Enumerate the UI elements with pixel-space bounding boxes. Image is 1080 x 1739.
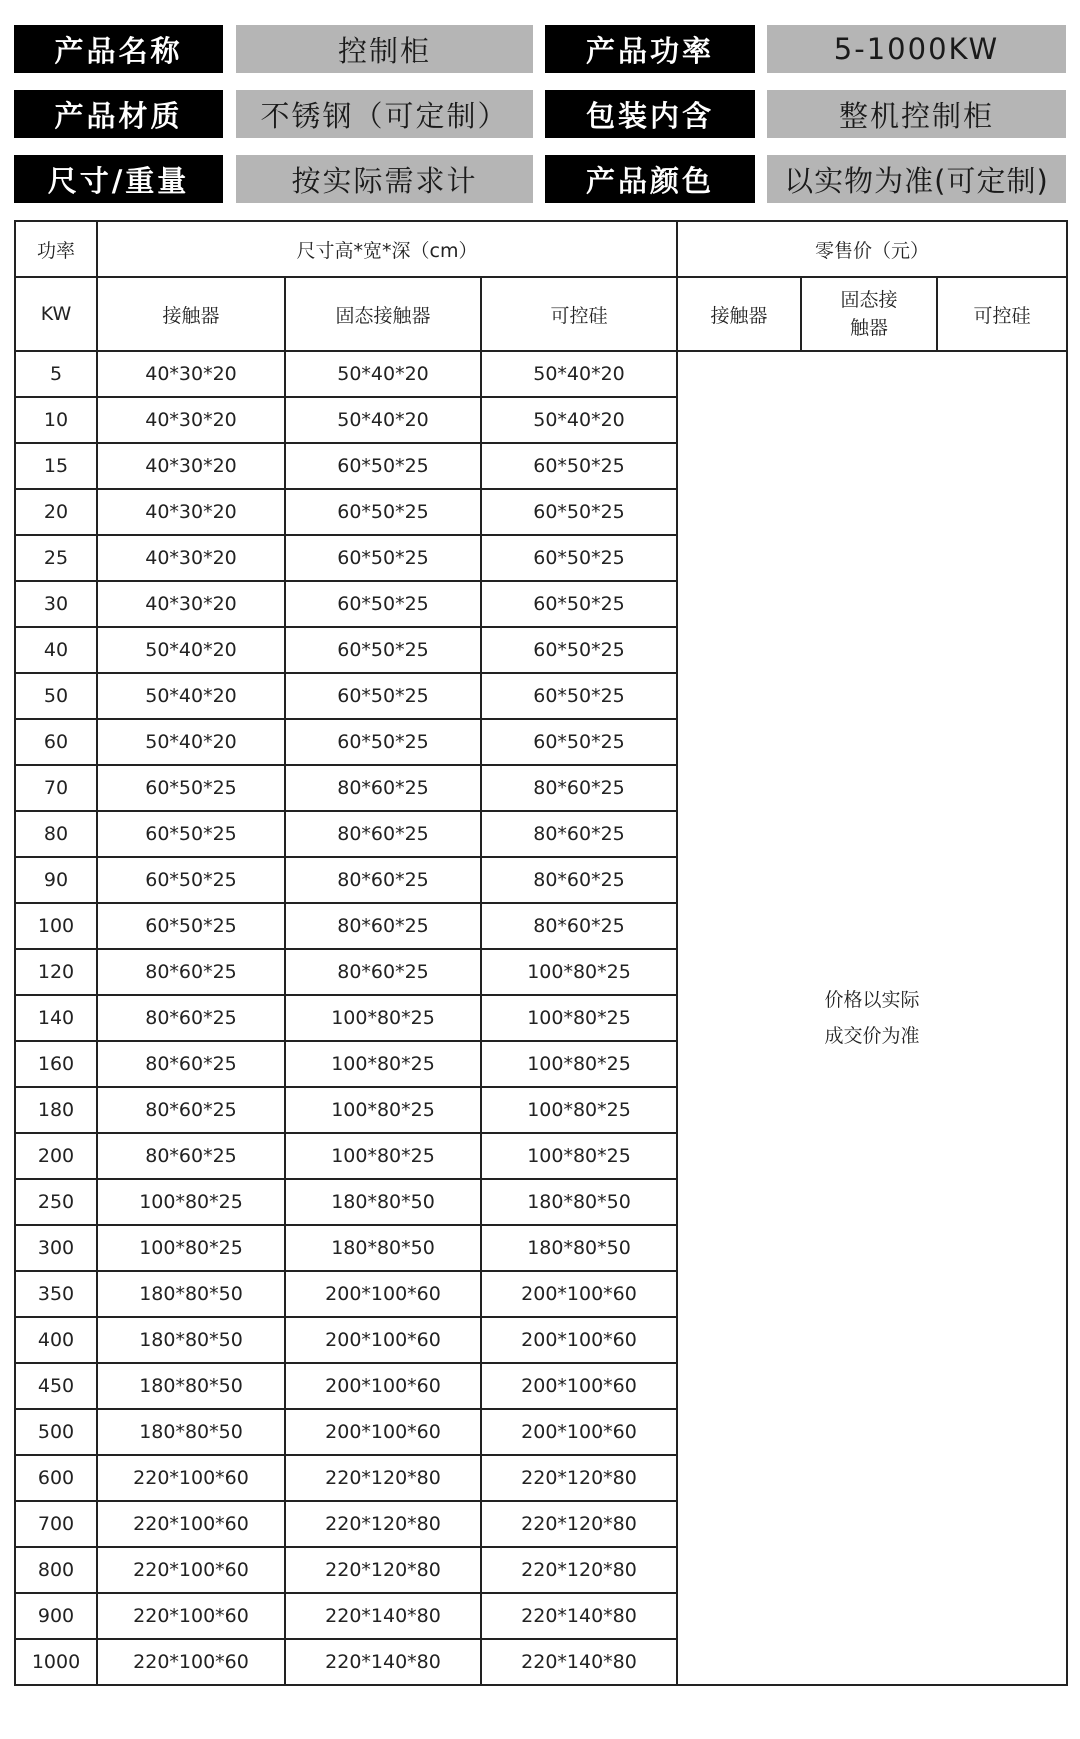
size-cell: 200*100*60 — [285, 1317, 481, 1363]
price-col-header: 固态接 触器 — [801, 277, 937, 351]
size-cell: 100*80*25 — [481, 995, 677, 1041]
power-cell: 600 — [15, 1455, 97, 1501]
size-cell: 60*50*25 — [481, 581, 677, 627]
size-cell: 50*40*20 — [285, 397, 481, 443]
size-cell: 60*50*25 — [481, 489, 677, 535]
size-cell: 180*80*50 — [285, 1179, 481, 1225]
spec-value: 以实物为准(可定制) — [767, 155, 1066, 203]
power-header: 功率 — [15, 221, 97, 277]
size-col-header: 固态接触器 — [285, 277, 481, 351]
size-cell: 80*60*25 — [481, 765, 677, 811]
size-cell: 60*50*25 — [285, 581, 481, 627]
size-col-header: 接触器 — [97, 277, 285, 351]
size-cell: 80*60*25 — [97, 1041, 285, 1087]
size-cell: 220*140*80 — [481, 1639, 677, 1685]
size-cell: 200*100*60 — [481, 1271, 677, 1317]
size-cell: 80*60*25 — [481, 811, 677, 857]
power-cell: 10 — [15, 397, 97, 443]
size-cell: 220*120*80 — [481, 1455, 677, 1501]
size-cell: 40*30*20 — [97, 489, 285, 535]
size-cell: 50*40*20 — [481, 397, 677, 443]
power-cell: 40 — [15, 627, 97, 673]
spec-key: 产品名称 — [14, 25, 223, 73]
size-cell: 60*50*25 — [97, 811, 285, 857]
size-header: 尺寸高*宽*深（cm） — [97, 221, 677, 277]
size-cell: 100*80*25 — [481, 1041, 677, 1087]
size-cell: 220*140*80 — [285, 1639, 481, 1685]
size-cell: 220*140*80 — [481, 1593, 677, 1639]
size-cell: 80*60*25 — [481, 903, 677, 949]
size-price-table — [14, 220, 1068, 1686]
power-cell: 120 — [15, 949, 97, 995]
power-cell: 50 — [15, 673, 97, 719]
spec-key: 包装内含 — [545, 90, 755, 138]
size-cell: 60*50*25 — [481, 719, 677, 765]
size-cell: 220*100*60 — [97, 1501, 285, 1547]
power-cell: 5 — [15, 351, 97, 397]
price-col-header: 接触器 — [677, 277, 801, 351]
size-cell: 180*80*50 — [97, 1363, 285, 1409]
spec-row — [14, 155, 1066, 203]
power-cell: 20 — [15, 489, 97, 535]
size-cell: 60*50*25 — [285, 443, 481, 489]
size-cell: 60*50*25 — [481, 673, 677, 719]
size-cell: 60*50*25 — [97, 765, 285, 811]
power-cell: 500 — [15, 1409, 97, 1455]
power-cell: 180 — [15, 1087, 97, 1133]
size-cell: 60*50*25 — [285, 489, 481, 535]
size-cell: 100*80*25 — [285, 1133, 481, 1179]
size-cell: 200*100*60 — [481, 1409, 677, 1455]
size-cell: 100*80*25 — [285, 1041, 481, 1087]
price-col-header: 可控硅 — [937, 277, 1067, 351]
size-cell: 80*60*25 — [97, 995, 285, 1041]
size-cell: 60*50*25 — [285, 673, 481, 719]
size-cell: 80*60*25 — [481, 857, 677, 903]
size-cell: 100*80*25 — [97, 1225, 285, 1271]
size-cell: 80*60*25 — [285, 949, 481, 995]
size-cell: 220*120*80 — [285, 1547, 481, 1593]
size-cell: 60*50*25 — [285, 719, 481, 765]
power-cell: 350 — [15, 1271, 97, 1317]
power-cell: 250 — [15, 1179, 97, 1225]
spec-key: 产品功率 — [545, 25, 755, 73]
size-cell: 220*100*60 — [97, 1547, 285, 1593]
spec-row — [14, 90, 1066, 138]
size-cell: 60*50*25 — [481, 443, 677, 489]
power-cell: 140 — [15, 995, 97, 1041]
size-cell: 50*40*20 — [285, 351, 481, 397]
size-cell: 180*80*50 — [97, 1317, 285, 1363]
size-cell: 50*40*20 — [481, 351, 677, 397]
size-cell: 80*60*25 — [97, 1133, 285, 1179]
power-cell: 160 — [15, 1041, 97, 1087]
power-cell: 400 — [15, 1317, 97, 1363]
size-cell: 200*100*60 — [285, 1271, 481, 1317]
size-cell: 220*120*80 — [481, 1547, 677, 1593]
size-cell: 50*40*20 — [97, 627, 285, 673]
size-cell: 40*30*20 — [97, 351, 285, 397]
size-cell: 80*60*25 — [285, 811, 481, 857]
size-cell: 80*60*25 — [97, 1087, 285, 1133]
spec-value: 5-1000KW — [767, 25, 1066, 73]
power-cell: 90 — [15, 857, 97, 903]
power-cell: 450 — [15, 1363, 97, 1409]
spec-value: 不锈钢（可定制） — [236, 90, 533, 138]
unit-header: KW — [15, 277, 97, 351]
table-subheader-row — [15, 277, 1067, 351]
size-cell: 60*50*25 — [481, 627, 677, 673]
size-col-header: 可控硅 — [481, 277, 677, 351]
price-note: 价格以实际 成交价为准 — [677, 351, 1067, 1685]
size-cell: 180*80*50 — [97, 1271, 285, 1317]
power-cell: 30 — [15, 581, 97, 627]
size-cell: 100*80*25 — [481, 1087, 677, 1133]
size-cell: 40*30*20 — [97, 443, 285, 489]
spec-key: 尺寸/重量 — [14, 155, 223, 203]
size-cell: 50*40*20 — [97, 719, 285, 765]
size-cell: 180*80*50 — [97, 1409, 285, 1455]
power-cell: 25 — [15, 535, 97, 581]
power-cell: 800 — [15, 1547, 97, 1593]
power-cell: 200 — [15, 1133, 97, 1179]
power-cell: 80 — [15, 811, 97, 857]
spec-row — [14, 25, 1066, 73]
size-cell: 100*80*25 — [481, 949, 677, 995]
size-cell: 100*80*25 — [285, 1087, 481, 1133]
size-cell: 40*30*20 — [97, 397, 285, 443]
price-header: 零售价（元） — [677, 221, 1067, 277]
size-cell: 220*120*80 — [285, 1455, 481, 1501]
size-cell: 80*60*25 — [285, 765, 481, 811]
size-cell: 60*50*25 — [285, 535, 481, 581]
power-cell: 100 — [15, 903, 97, 949]
size-cell: 80*60*25 — [285, 903, 481, 949]
size-cell: 60*50*25 — [285, 627, 481, 673]
size-cell: 100*80*25 — [285, 995, 481, 1041]
spec-value: 控制柜 — [236, 25, 533, 73]
size-cell: 200*100*60 — [481, 1317, 677, 1363]
power-cell: 15 — [15, 443, 97, 489]
size-cell: 220*140*80 — [285, 1593, 481, 1639]
size-cell: 180*80*50 — [481, 1225, 677, 1271]
size-cell: 180*80*50 — [481, 1179, 677, 1225]
table-row — [15, 351, 1067, 397]
size-cell: 80*60*25 — [285, 857, 481, 903]
size-cell: 220*120*80 — [285, 1501, 481, 1547]
size-cell: 60*50*25 — [97, 903, 285, 949]
size-cell: 200*100*60 — [481, 1363, 677, 1409]
spec-value: 整机控制柜 — [767, 90, 1066, 138]
size-cell: 220*100*60 — [97, 1593, 285, 1639]
size-cell: 80*60*25 — [97, 949, 285, 995]
size-cell: 60*50*25 — [481, 535, 677, 581]
spec-key: 产品材质 — [14, 90, 223, 138]
size-cell: 40*30*20 — [97, 581, 285, 627]
size-cell: 60*50*25 — [97, 857, 285, 903]
size-cell: 200*100*60 — [285, 1363, 481, 1409]
size-cell: 220*120*80 — [481, 1501, 677, 1547]
size-cell: 200*100*60 — [285, 1409, 481, 1455]
table-header-row — [15, 221, 1067, 277]
size-cell: 50*40*20 — [97, 673, 285, 719]
size-cell: 100*80*25 — [481, 1133, 677, 1179]
size-cell: 220*100*60 — [97, 1639, 285, 1685]
size-cell: 40*30*20 — [97, 535, 285, 581]
power-cell: 60 — [15, 719, 97, 765]
size-cell: 180*80*50 — [285, 1225, 481, 1271]
power-cell: 300 — [15, 1225, 97, 1271]
power-cell: 700 — [15, 1501, 97, 1547]
spec-value: 按实际需求计 — [236, 155, 533, 203]
size-cell: 100*80*25 — [97, 1179, 285, 1225]
spec-key: 产品颜色 — [545, 155, 755, 203]
size-cell: 220*100*60 — [97, 1455, 285, 1501]
power-cell: 900 — [15, 1593, 97, 1639]
spec-grid — [14, 25, 1066, 220]
power-cell: 1000 — [15, 1639, 97, 1685]
power-cell: 70 — [15, 765, 97, 811]
